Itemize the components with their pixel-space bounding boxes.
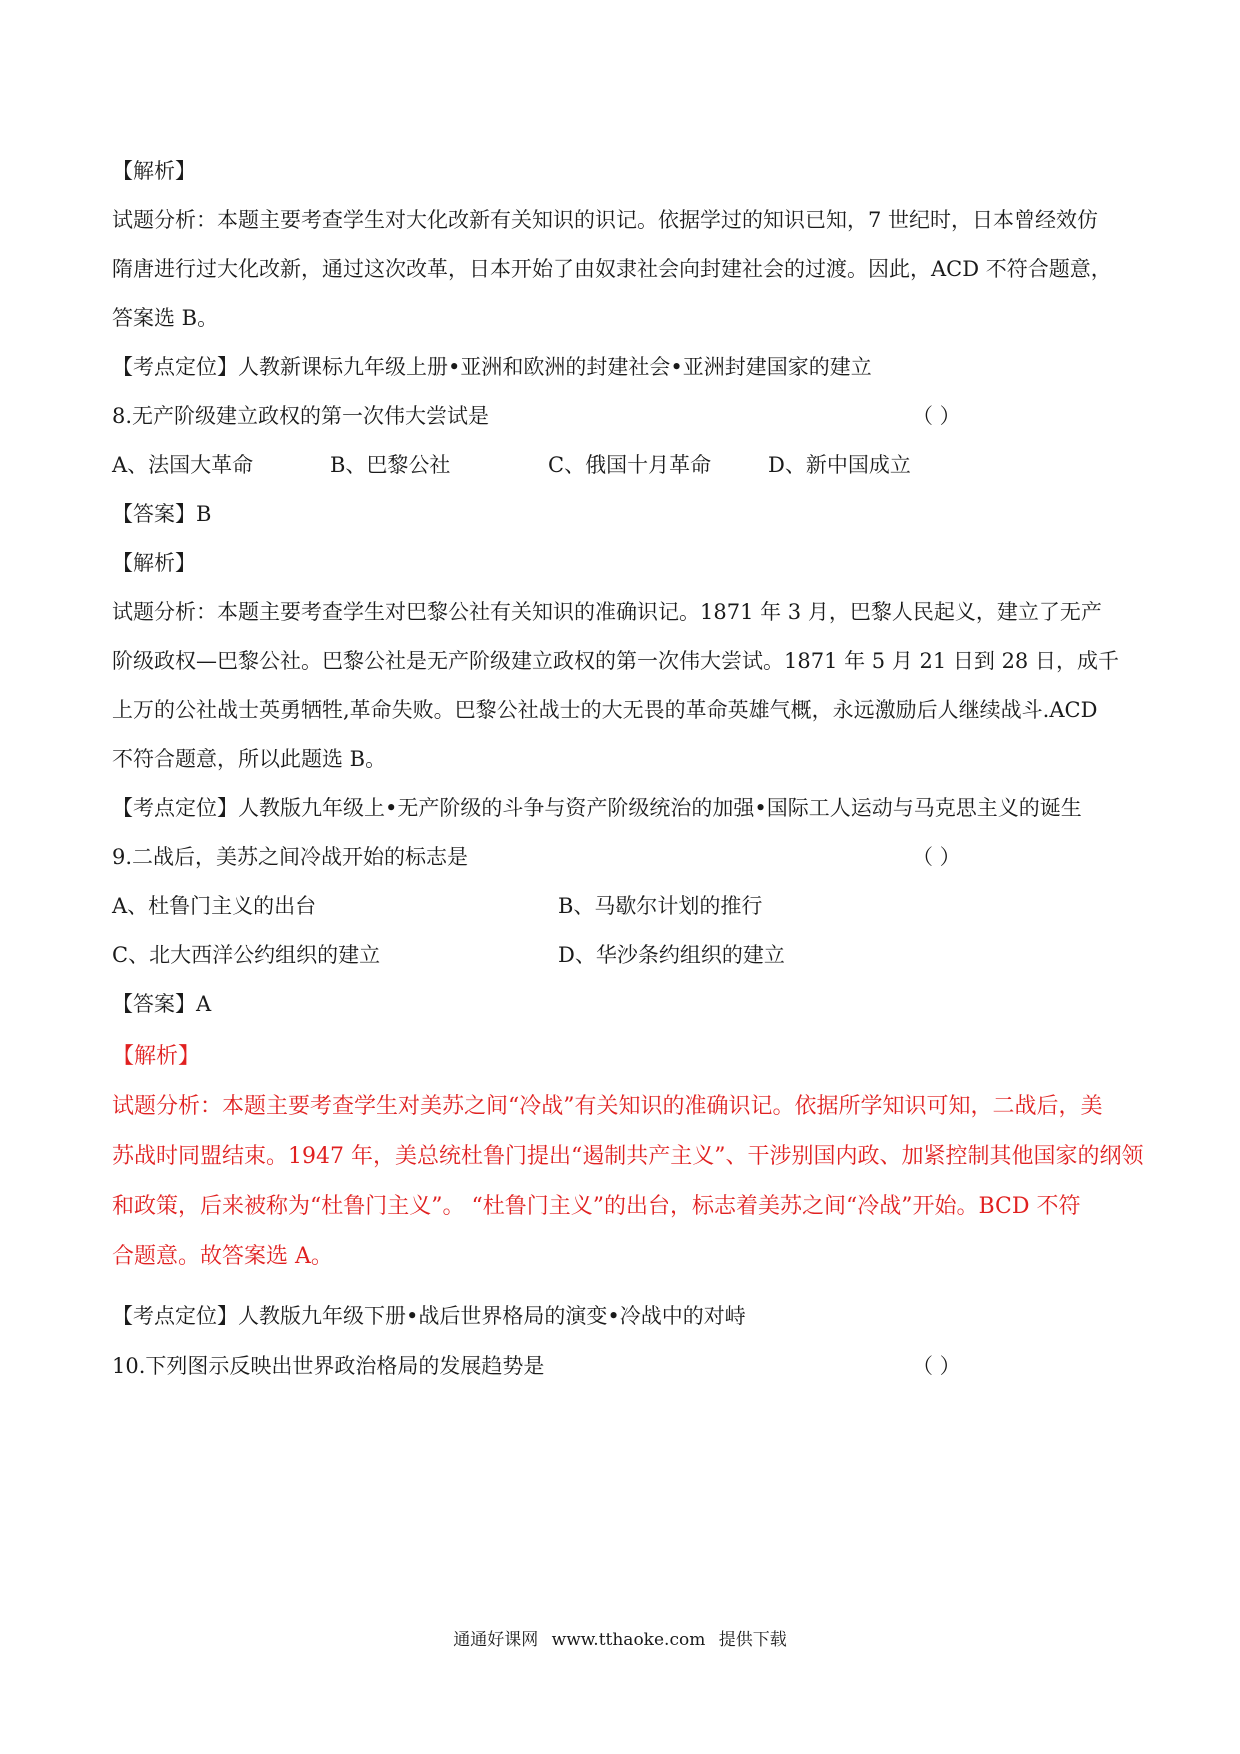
- analysis-7-line-2: 隋唐进行过大化改新，通过这次改革，日本开始了由奴隶社会向封建社会的过渡。因此，ACD 不符合题意，: [112, 257, 1112, 281]
- analysis-9-line-2: 苏战时同盟结束。1947 年，美总统杜鲁门提出“遏制共产主义”、干涉别国内政、加紧控制其他国家的纲领: [112, 1144, 1144, 1169]
- question-9: 9.二战后，美苏之间冷战开始的标志是: [112, 845, 469, 869]
- option-9-a: A、杜鲁门主义的出台: [112, 894, 317, 918]
- answer-blank-10: （ ）: [912, 1354, 961, 1378]
- analysis-9-line-3: 和政策，后来被称为“杜鲁门主义”。 “杜鲁门主义”的出台，标志着美苏之间“冷战”开始。BCD 不符: [112, 1194, 1081, 1219]
- analysis-7-line-3: 答案选 B。: [112, 306, 219, 330]
- answer-9: 【答案】A: [112, 992, 212, 1016]
- option-8-b: B、巴黎公社: [330, 453, 451, 477]
- kaodian-9: 【考点定位】人教版九年级下册•战后世界格局的演变•冷战中的对峙: [112, 1304, 746, 1328]
- page-footer: [0, 1628, 1240, 1652]
- analysis-7-line-1: 试题分析：本题主要考查学生对大化改新有关知识的识记。依据学过的知识已知，7 世纪时，日本曾经效仿: [112, 208, 1099, 232]
- option-9-c: C、北大西洋公约组织的建立: [112, 943, 381, 967]
- option-8-a: A、法国大革命: [112, 453, 254, 477]
- analysis-9-line-1: 试题分析：本题主要考查学生对美苏之间“冷战”有关知识的准确识记。依据所学知识可知，二战后，美: [112, 1094, 1103, 1119]
- footer-site-name: 通通好课网: [453, 1630, 539, 1650]
- jiexi-label-8: 【解析】: [112, 551, 196, 575]
- option-9-b: B、马歇尔计划的推行: [558, 894, 763, 918]
- jiexi-label-9: 【解析】: [112, 1044, 201, 1069]
- question-10: 10.下列图示反映出世界政治格局的发展趋势是: [112, 1354, 545, 1378]
- kaodian-7: 【考点定位】人教新课标九年级上册•亚洲和欧洲的封建社会•亚洲封建国家的建立: [112, 355, 872, 379]
- option-8-d: D、新中国成立: [768, 453, 911, 477]
- analysis-8-line-3: 上万的公社战士英勇牺牲,革命失败。巴黎公社战士的大无畏的革命英雄气概，永远激励后人继续战斗.ACD: [112, 698, 1098, 722]
- footer-suffix: 提供下载: [718, 1630, 787, 1650]
- analysis-8-line-1: 试题分析：本题主要考查学生对巴黎公社有关知识的准确识记。1871 年 3 月，巴黎人民起义，建立了无产: [112, 600, 1102, 624]
- option-9-d: D、华沙条约组织的建立: [558, 943, 785, 967]
- footer-url[interactable]: www.tthaoke.com: [551, 1630, 706, 1650]
- analysis-8-line-2: 阶级政权—巴黎公社。巴黎公社是无产阶级建立政权的第一次伟大尝试。1871 年 5 月 21 日到 28 日，成千: [112, 649, 1119, 673]
- answer-blank-8: （ ）: [912, 404, 961, 428]
- answer-blank-9: （ ）: [912, 845, 961, 869]
- question-8: 8.无产阶级建立政权的第一次伟大尝试是: [112, 404, 490, 428]
- answer-8: 【答案】B: [112, 502, 212, 526]
- analysis-9-line-4: 合题意。故答案选 A。: [112, 1244, 333, 1269]
- kaodian-8: 【考点定位】人教版九年级上•无产阶级的斗争与资产阶级统治的加强•国际工人运动与马克思主义的诞生: [112, 796, 1082, 820]
- analysis-8-line-4: 不符合题意，所以此题选 B。: [112, 747, 387, 771]
- option-8-c: C、俄国十月革命: [548, 453, 712, 477]
- jiexi-label-7: 【解析】: [112, 159, 196, 183]
